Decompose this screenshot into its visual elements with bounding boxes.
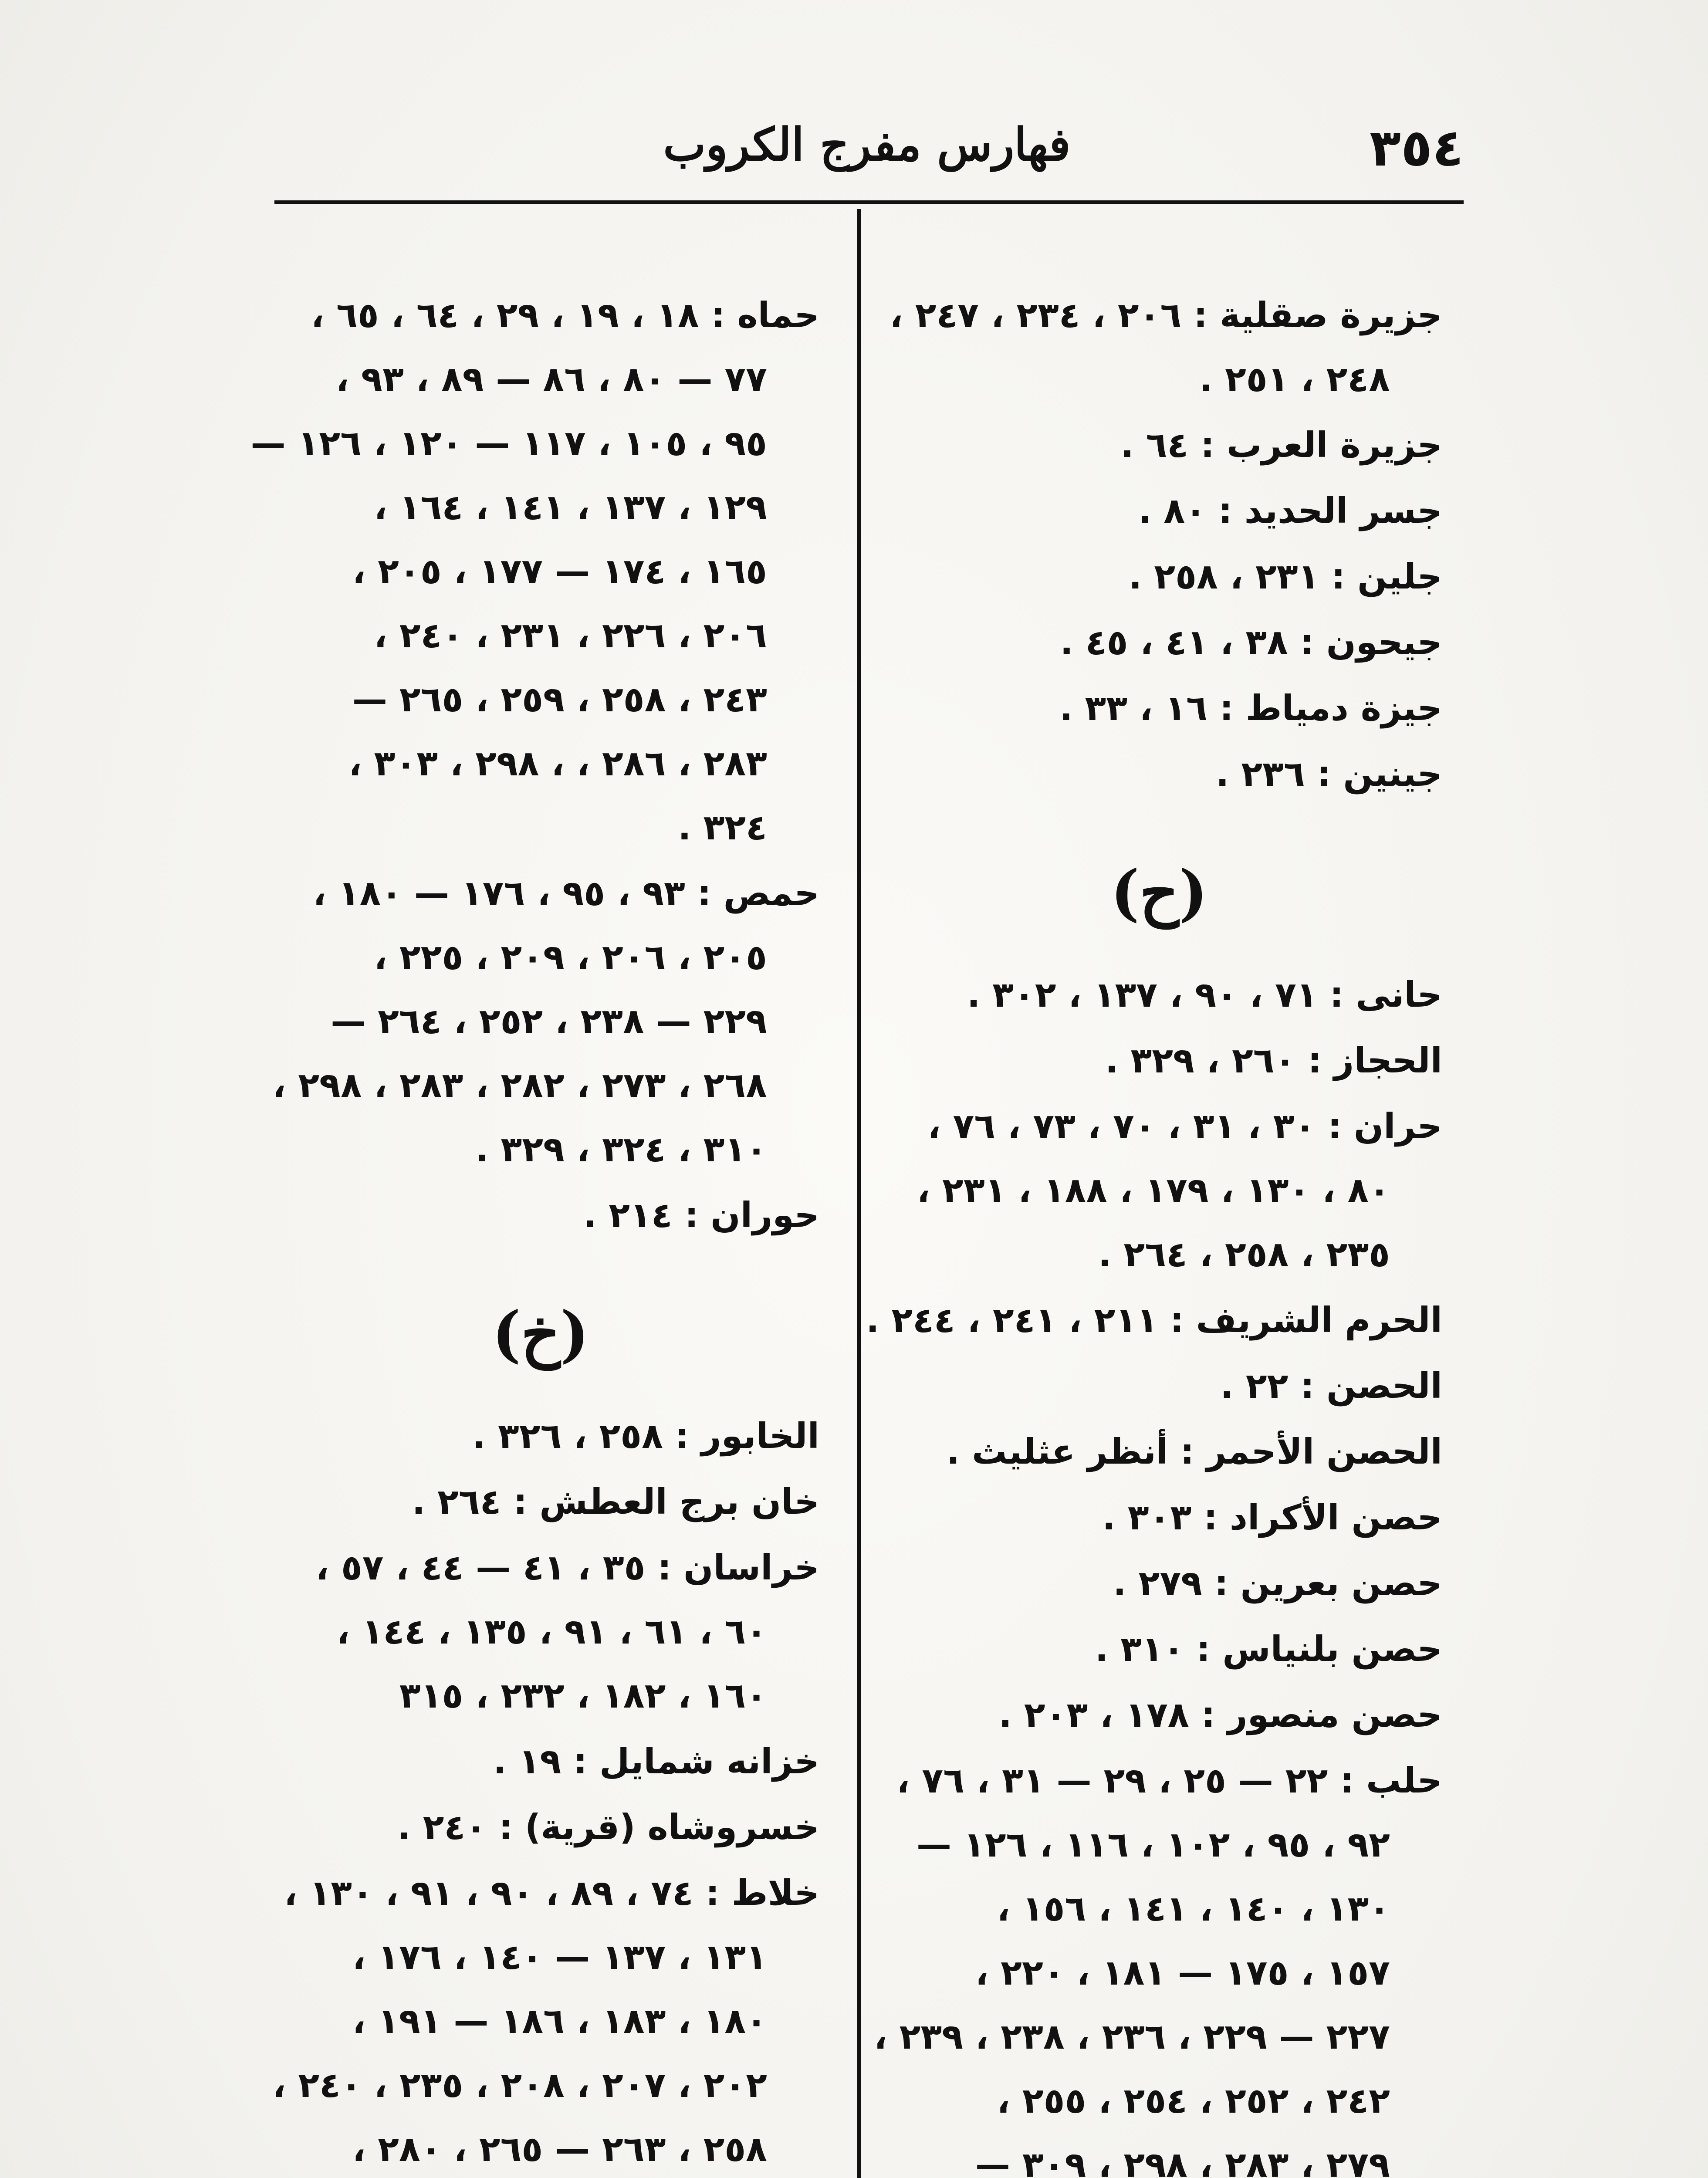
entry-line: الحجاز : ٢٦٠ ، ٣٢٩ . — [1105, 1040, 1442, 1081]
index-entry — [262, 1183, 819, 1247]
entry-continuation-line: ٢٥٨ ، ٢٦٣ — ٢٦٥ ، ٢٨٠ ، — [352, 2129, 767, 2169]
entry-continuation-line: ١٣١ ، ١٣٧ — ١٤٠ ، ١٧٦ ، — [352, 1937, 767, 1977]
entry-line: خزانه شمايل : ١٩ . — [493, 1741, 819, 1782]
entry-continuation-line: ١٣٠ ، ١٤٠ ، ١٤١ ، ١٥٦ ، — [997, 1888, 1390, 1929]
index-entry — [876, 1028, 1442, 1092]
entry-continuation-line: ٢٦٨ ، ٢٧٣ ، ٢٨٢ ، ٢٨٣ ، ٢٩٨ ، — [272, 1065, 767, 1106]
entry-line: حصن بلنياس : ٣١٠ . — [1095, 1629, 1442, 1669]
entry-line: الحرم الشريف : ٢١١ ، ٢٤١ ، ٢٤٤ . — [866, 1300, 1442, 1340]
entry-line: حصن منصور : ١٧٨ ، ٢٠٣ . — [998, 1694, 1442, 1735]
index-entry — [876, 1617, 1442, 1681]
index-entry — [876, 1748, 1442, 2178]
entry-continuation-line: ١٦٠ ، ١٨٢ ، ٢٣٢ ، ٣١٥ — [399, 1675, 767, 1716]
page-header — [270, 118, 1464, 187]
entry-continuation-line: ٣٢٤ . — [678, 807, 767, 848]
index-entry — [876, 1420, 1442, 1484]
entry-continuation-line: ١٨٠ ، ١٨٣ ، ١٨٦ — ١٩١ ، — [352, 2001, 767, 2041]
entry-line: حران : ٣٠ ، ٣١ ، ٧٠ ، ٧٣ ، ٧٦ ، — [927, 1106, 1442, 1146]
entry-continuation-line: ١٥٧ ، ١٧٥ — ١٨١ ، ٢٢٠ ، — [975, 1952, 1390, 1993]
entry-continuation-line: ٢٠٦ ، ٢٢٦ ، ٢٣١ ، ٢٤٠ ، — [374, 615, 767, 656]
section-letter-kha: (خ) — [492, 1299, 589, 1370]
index-entry — [876, 1551, 1442, 1615]
index-entry — [876, 544, 1442, 609]
left-column — [250, 283, 819, 2178]
entry-continuation-line: ٢٤٢ ، ٢٥٢ ، ٢٥٤ ، ٢٥٥ ، — [997, 2080, 1390, 2121]
index-entry — [262, 1795, 819, 1859]
entry-line: حوران : ٢١٤ . — [583, 1195, 819, 1235]
entry-line: الحصن الأحمر : أنظر عثليث . — [946, 1431, 1442, 1472]
section-letter-ha: (ح) — [1110, 857, 1208, 929]
index-entry — [876, 1485, 1442, 1549]
entry-line: جيزة دمياط : ١٦ ، ٣٣ . — [1059, 688, 1442, 728]
index-entry — [876, 676, 1442, 740]
entry-line: الحصن : ٢٢ . — [1220, 1366, 1442, 1406]
column-divider — [857, 209, 861, 2178]
entry-line: جزيرة العرب : ٦٤ . — [1120, 425, 1442, 465]
entry-line: خان برج العطش : ٢٦٤ . — [412, 1481, 819, 1522]
left-entries-b — [262, 1404, 819, 2178]
entry-line: خلاط : ٧٤ ، ٨٩ ، ٩٠ ، ٩١ ، ١٣٠ ، — [284, 1873, 819, 1913]
right-entries-a — [876, 283, 1442, 806]
entry-line: جينين : ٢٣٦ . — [1215, 754, 1442, 794]
entry-line: جزيرة صقلية : ٢٠٦ ، ٢٣٤ ، ٢٤٧ ، — [890, 295, 1442, 335]
index-entry — [876, 963, 1442, 1027]
index-entry — [262, 1404, 819, 1468]
entry-line: الخابور : ٢٥٨ ، ٣٢٦ . — [472, 1416, 819, 1456]
entry-line: حماه : ١٨ ، ١٩ ، ٢٩ ، ٦٤ ، ٦٥ ، — [311, 295, 819, 335]
index-entry — [250, 283, 819, 859]
page-number: ٣٥٤ — [1369, 118, 1464, 178]
entry-continuation-line: ٣١٠ ، ٣٢٤ ، ٣٢٩ . — [475, 1129, 767, 1170]
entry-line: جيحون : ٣٨ ، ٤١ ، ٤٥ . — [1060, 622, 1442, 663]
index-entry — [262, 1535, 819, 1728]
right-column — [866, 283, 1442, 2178]
entry-line: حصن الأكراد : ٣٠٣ . — [1102, 1497, 1442, 1538]
index-entry — [876, 479, 1442, 543]
entry-continuation-line: ٧٧ — ٨٠ ، ٨٦ — ٨٩ ، ٩٣ ، — [335, 359, 767, 399]
header-rule — [274, 200, 1464, 204]
entry-line: حصن بعرين : ٢٧٩ . — [1113, 1563, 1442, 1603]
index-entry — [876, 413, 1442, 477]
right-entries-b — [866, 963, 1442, 2178]
index-entry — [262, 861, 819, 1181]
entry-continuation-line: ٢٠٥ ، ٢٠٦ ، ٢٠٩ ، ٢٢٥ ، — [374, 937, 767, 977]
entry-continuation-line: ٢٣٥ ، ٢٥٨ ، ٢٦٤ . — [1098, 1234, 1390, 1275]
index-entry — [876, 283, 1442, 411]
entry-line: حانى : ٧١ ، ٩٠ ، ١٣٧ ، ٣٠٢ . — [967, 974, 1442, 1015]
entry-line: حمص : ٩٣ ، ٩٥ ، ١٧٦ — ١٨٠ ، — [313, 873, 819, 913]
entry-continuation-line: ٩٢ ، ٩٥ ، ١٠٢ ، ١١٦ ، ١٢٦ — — [917, 1824, 1390, 1865]
index-entry — [876, 610, 1442, 674]
entry-line: جلين : ٢٣١ ، ٢٥٨ . — [1129, 556, 1442, 597]
entry-continuation-line: ٢٤٨ ، ٢٥١ . — [1199, 359, 1390, 399]
index-entry — [876, 1354, 1442, 1418]
entry-continuation-line: ٢٢٩ — ٢٣٨ ، ٢٥٢ ، ٢٦٤ — — [331, 1001, 767, 1042]
index-entry — [876, 1683, 1442, 1747]
entry-continuation-line: ١٦٥ ، ١٧٤ — ١٧٧ ، ٢٠٥ ، — [352, 551, 767, 592]
entry-line: جسر الحديد : ٨٠ . — [1138, 490, 1442, 531]
entry-continuation-line: ٢٨٣ ، ٢٨٦ ، ، ٢٩٨ ، ٣٠٣ ، — [348, 743, 767, 784]
entry-line: خراسان : ٣٥ ، ٤١ — ٤٤ ، ٥٧ ، — [315, 1547, 819, 1588]
index-entry — [262, 1861, 819, 2178]
index-entry — [876, 1094, 1442, 1286]
entry-continuation-line: ٢٧٩ ، ٢٨٣ ، ٢٩٨ ، ٣٠٩ — — [975, 2144, 1390, 2178]
index-entry — [876, 742, 1442, 806]
left-entries-a — [250, 283, 819, 1247]
entry-continuation-line: ٢٤٣ ، ٢٥٨ ، ٢٥٩ ، ٢٦٥ — — [352, 679, 767, 720]
entry-continuation-line: ٢٠٢ ، ٢٠٧ ، ٢٠٨ ، ٢٣٥ ، ٢٤٠ ، — [272, 2065, 767, 2105]
index-entry — [866, 1288, 1442, 1352]
index-entry — [262, 1470, 819, 1534]
entry-line: حلب : ٢٢ — ٢٥ ، ٢٩ — ٣١ ، ٧٦ ، — [896, 1760, 1442, 1801]
index-entry — [262, 1729, 819, 1793]
entry-continuation-line: ٦٠ ، ٦١ ، ٩١ ، ١٣٥ ، ١٤٤ ، — [336, 1611, 767, 1652]
entry-continuation-line: ٢٢٧ — ٢٢٩ ، ٢٣٦ ، ٢٣٨ ، ٢٣٩ ، — [874, 2016, 1390, 2057]
entry-continuation-line: ٩٥ ، ١٠٥ ، ١١٧ — ١٢٠ ، ١٢٦ — — [250, 423, 767, 463]
running-title: فهارس مفرج الكروب — [663, 118, 1071, 171]
entry-line: خسروشاه (قرية) : ٢٤٠ . — [397, 1807, 819, 1847]
entry-continuation-line: ١٢٩ ، ١٣٧ ، ١٤١ ، ١٦٤ ، — [374, 487, 767, 528]
entry-continuation-line: ٨٠ ، ١٣٠ ، ١٧٩ ، ١٨٨ ، ٢٣١ ، — [917, 1170, 1390, 1211]
